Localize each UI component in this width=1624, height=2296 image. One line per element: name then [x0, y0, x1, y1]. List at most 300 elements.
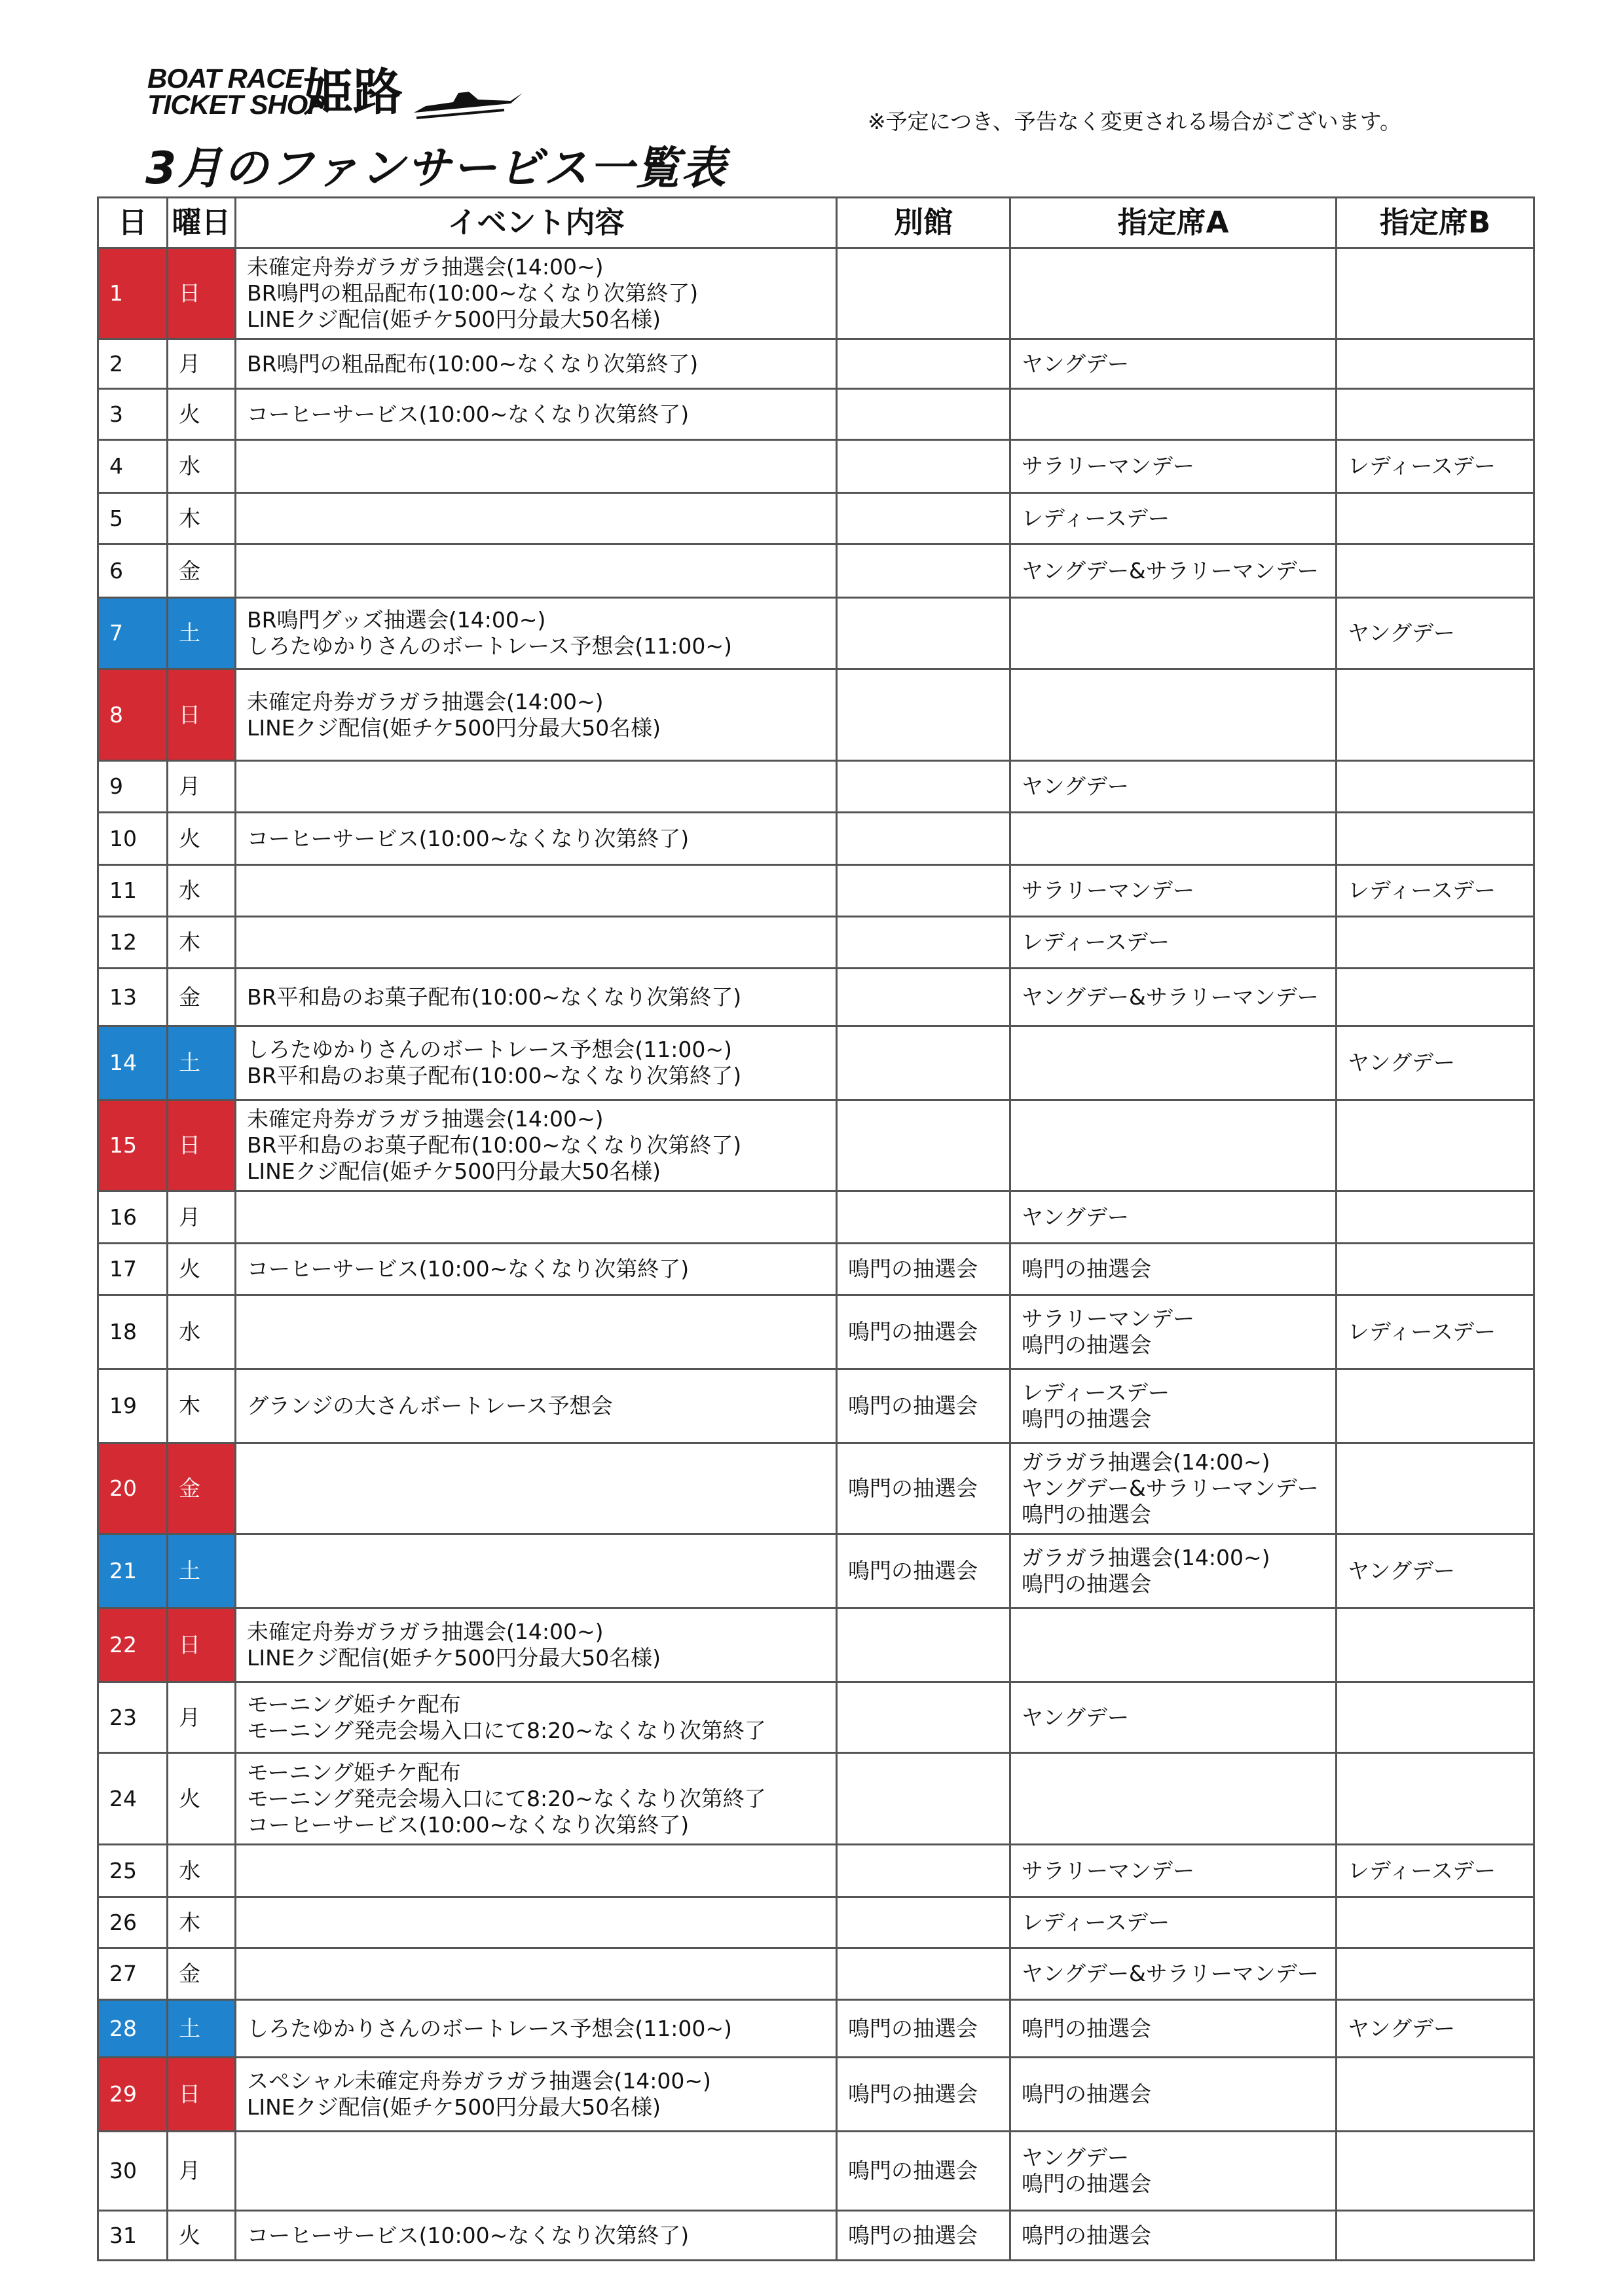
annex-cell: [837, 917, 1010, 969]
event-line: しろたゆかりさんのボートレース予想会(11:00~): [247, 633, 732, 659]
event-cell: [236, 669, 837, 761]
schedule-table: [97, 196, 1535, 2261]
event-line: コーヒーサービス(10:00~なくなり次第終了): [247, 1256, 690, 1282]
annex-cell: [837, 339, 1010, 389]
seatA-cell: [1010, 1534, 1337, 1608]
seatB-cell: [1337, 1369, 1534, 1443]
day-cell: 17: [98, 1244, 168, 1295]
weekday-cell: 月: [168, 1682, 236, 1753]
seatA-cell: [1010, 1100, 1337, 1191]
weekday-cell: 金: [168, 1443, 236, 1534]
seatA-cell: [1010, 1369, 1337, 1443]
table-row: [98, 389, 1534, 440]
seatB-cell: [1337, 2058, 1534, 2132]
table-row: [98, 1100, 1534, 1191]
event-line: 未確定舟券ガラガラ抽選会(14:00~): [247, 688, 604, 714]
table-row: [98, 669, 1534, 761]
day-cell: 29: [98, 2058, 168, 2132]
event-cell: [236, 813, 837, 865]
annex-cell: [837, 2058, 1010, 2132]
seatB-cell: [1337, 2211, 1534, 2261]
seatA-cell: [1010, 598, 1337, 669]
table-row: [98, 2000, 1534, 2058]
weekday-cell: 日: [168, 248, 236, 339]
event-line: 未確定舟券ガラガラ抽選会(14:00~): [247, 1106, 604, 1132]
annex-cell: [837, 865, 1010, 917]
seatB-line: レディースデー: [1348, 1319, 1496, 1344]
annex-line: 鳴門の抽選会: [848, 2222, 978, 2248]
event-cell: [236, 1608, 837, 1682]
annex-cell: [837, 389, 1010, 440]
page-title: 3月のファンサービス一覧表: [145, 143, 727, 194]
seatA-cell: [1010, 1026, 1337, 1100]
table-row: [98, 440, 1534, 493]
table-row: [98, 1026, 1534, 1100]
column-header: 日: [98, 198, 168, 248]
annex-line: 鳴門の抽選会: [848, 1393, 978, 1418]
seatB-cell: [1337, 1295, 1534, 1369]
seatA-line: ガラガラ抽選会(14:00~): [1022, 1449, 1270, 1475]
seatA-line: 鳴門の抽選会: [1022, 2171, 1151, 2196]
annex-cell: [837, 669, 1010, 761]
day-cell: 8: [98, 669, 168, 761]
seatA-cell: [1010, 1191, 1337, 1244]
day-cell: 31: [98, 2211, 168, 2261]
event-line: しろたゆかりさんのボートレース予想会(11:00~): [247, 1037, 732, 1062]
event-cell: [236, 1753, 837, 1845]
weekday-cell: 水: [168, 1845, 236, 1897]
column-header: 指定席B: [1337, 198, 1534, 248]
annex-cell: [837, 1534, 1010, 1608]
seatA-line: ヤングデー&サラリーマンデー: [1022, 984, 1319, 1010]
logo-line1: BOAT RACE: [147, 63, 303, 94]
seatA-line: サラリーマンデー: [1022, 878, 1194, 903]
table-row: [98, 2132, 1534, 2211]
day-cell: 25: [98, 1845, 168, 1897]
seatA-cell: [1010, 1948, 1337, 2000]
table-row: [98, 1608, 1534, 1682]
seatA-cell: [1010, 865, 1337, 917]
table-row: [98, 544, 1534, 598]
seatB-cell: [1337, 389, 1534, 440]
seatA-line: ヤングデー&サラリーマンデー: [1022, 1961, 1319, 1986]
seatB-line: ヤングデー: [1348, 1050, 1456, 1075]
event-cell: [236, 339, 837, 389]
seatA-cell: [1010, 544, 1337, 598]
seatB-cell: [1337, 917, 1534, 969]
event-cell: [236, 1682, 837, 1753]
seatA-line: レディースデー: [1022, 1909, 1170, 1935]
seatB-cell: [1337, 761, 1534, 813]
seatA-line: ヤングデー: [1022, 773, 1130, 799]
annex-cell: [837, 1369, 1010, 1443]
weekday-cell: 火: [168, 1244, 236, 1295]
day-cell: 19: [98, 1369, 168, 1443]
event-cell: [236, 598, 837, 669]
weekday-cell: 金: [168, 544, 236, 598]
seatB-cell: [1337, 1948, 1534, 2000]
seatB-cell: [1337, 1443, 1534, 1534]
seatB-cell: [1337, 813, 1534, 865]
event-line: コーヒーサービス(10:00~なくなり次第終了): [247, 2222, 690, 2248]
event-line: BR鳴門の粗品配布(10:00~なくなり次第終了): [247, 350, 699, 377]
seatB-line: レディースデー: [1348, 878, 1496, 903]
event-cell: [236, 389, 837, 440]
seatA-cell: [1010, 1244, 1337, 1295]
seatA-line: レディースデー: [1022, 505, 1170, 531]
seatA-line: ヤングデー: [1022, 1204, 1130, 1230]
event-cell: [236, 1026, 837, 1100]
annex-cell: [837, 1897, 1010, 1948]
annex-line: 鳴門の抽選会: [848, 1558, 978, 1583]
annex-cell: [837, 969, 1010, 1026]
weekday-cell: 土: [168, 1534, 236, 1608]
seatB-cell: [1337, 2000, 1534, 2058]
seatA-cell: [1010, 2058, 1337, 2132]
day-cell: 21: [98, 1534, 168, 1608]
logo: [147, 65, 527, 124]
event-cell: [236, 248, 837, 339]
seatB-line: レディースデー: [1348, 453, 1496, 479]
table-row: [98, 1534, 1534, 1608]
event-line: コーヒーサービス(10:00~なくなり次第終了): [247, 1811, 690, 1838]
seatB-line: ヤングデー: [1348, 620, 1456, 646]
weekday-cell: 火: [168, 389, 236, 440]
annex-cell: [837, 2132, 1010, 2211]
seatA-cell: [1010, 2000, 1337, 2058]
seatB-cell: [1337, 1100, 1534, 1191]
seatB-cell: [1337, 1244, 1534, 1295]
seatA-line: ヤングデー: [1022, 350, 1130, 377]
event-cell: [236, 493, 837, 544]
event-cell: [236, 2211, 837, 2261]
weekday-cell: 月: [168, 339, 236, 389]
weekday-cell: 木: [168, 493, 236, 544]
annex-cell: [837, 248, 1010, 339]
seatA-line: ヤングデー&サラリーマンデー: [1022, 557, 1319, 583]
day-cell: 23: [98, 1682, 168, 1753]
seatB-cell: [1337, 248, 1534, 339]
event-cell: [236, 2132, 837, 2211]
seatB-cell: [1337, 1682, 1534, 1753]
table-row: [98, 969, 1534, 1026]
table-row: [98, 865, 1534, 917]
seatB-cell: [1337, 493, 1534, 544]
event-cell: [236, 1191, 837, 1244]
event-cell: [236, 544, 837, 598]
table-row: [98, 598, 1534, 669]
weekday-cell: 火: [168, 813, 236, 865]
annex-cell: [837, 1845, 1010, 1897]
table-row: [98, 1948, 1534, 2000]
seatA-line: サラリーマンデー: [1022, 1857, 1194, 1883]
event-line: しろたゆかりさんのボートレース予想会(11:00~): [247, 2015, 732, 2041]
event-line: モーニング姫チケ配布: [247, 1691, 461, 1717]
table-row: [98, 1897, 1534, 1948]
weekday-cell: 火: [168, 1753, 236, 1845]
column-header: 指定席A: [1010, 198, 1337, 248]
seatA-line: 鳴門の抽選会: [1022, 1406, 1151, 1432]
seatA-line: ヤングデー&サラリーマンデー: [1022, 1475, 1319, 1501]
annex-cell: [837, 493, 1010, 544]
seatB-cell: [1337, 1534, 1534, 1608]
seatA-cell: [1010, 1608, 1337, 1682]
seatB-cell: [1337, 1026, 1534, 1100]
event-line: コーヒーサービス(10:00~なくなり次第終了): [247, 401, 690, 427]
event-cell: [236, 1100, 837, 1191]
annex-cell: [837, 1295, 1010, 1369]
table-row: [98, 1191, 1534, 1244]
seatB-cell: [1337, 1608, 1534, 1682]
event-cell: [236, 1845, 837, 1897]
seatA-line: 鳴門の抽選会: [1022, 2222, 1151, 2248]
annex-cell: [837, 2211, 1010, 2261]
event-cell: [236, 1534, 837, 1608]
table-row: [98, 813, 1534, 865]
table-row: [98, 1295, 1534, 1369]
day-cell: 16: [98, 1191, 168, 1244]
column-header: イベント内容: [236, 198, 837, 248]
annex-cell: [837, 813, 1010, 865]
table-row: [98, 248, 1534, 339]
seatA-cell: [1010, 1845, 1337, 1897]
day-cell: 4: [98, 440, 168, 493]
event-line: 未確定舟券ガラガラ抽選会(14:00~): [247, 1619, 604, 1644]
day-cell: 26: [98, 1897, 168, 1948]
day-cell: 22: [98, 1608, 168, 1682]
seatA-cell: [1010, 248, 1337, 339]
seatB-line: ヤングデー: [1348, 1558, 1456, 1583]
table-row: [98, 2058, 1534, 2132]
annex-cell: [837, 761, 1010, 813]
annex-cell: [837, 1191, 1010, 1244]
event-line: LINEクジ配信(姫チケ500円分最大50名様): [247, 1158, 661, 1184]
event-line: コーヒーサービス(10:00~なくなり次第終了): [247, 825, 690, 851]
event-cell: [236, 2000, 837, 2058]
seatA-cell: [1010, 2211, 1337, 2261]
event-line: BR平和島のお菓子配布(10:00~なくなり次第終了): [247, 984, 742, 1010]
column-header: 曜日: [168, 198, 236, 248]
annex-cell: [837, 440, 1010, 493]
annex-cell: [837, 544, 1010, 598]
event-cell: [236, 917, 837, 969]
seatB-cell: [1337, 1753, 1534, 1845]
event-cell: [236, 1897, 837, 1948]
annex-line: 鳴門の抽選会: [848, 2158, 978, 2183]
column-header: 別館: [837, 198, 1010, 248]
weekday-cell: 日: [168, 669, 236, 761]
event-cell: [236, 761, 837, 813]
day-cell: 1: [98, 248, 168, 339]
day-cell: 2: [98, 339, 168, 389]
seatA-line: サラリーマンデー: [1022, 1306, 1194, 1331]
seatB-cell: [1337, 1191, 1534, 1244]
table-row: [98, 1753, 1534, 1845]
seatA-cell: [1010, 1897, 1337, 1948]
seatA-line: レディースデー: [1022, 929, 1170, 955]
logo-text: [147, 65, 325, 118]
event-cell: [236, 1948, 837, 2000]
event-line: BR鳴門グッズ抽選会(14:00~): [247, 607, 546, 633]
event-line: LINEクジ配信(姫チケ500円分最大50名様): [247, 306, 661, 332]
annex-line: 鳴門の抽選会: [848, 1319, 978, 1344]
seatA-cell: [1010, 493, 1337, 544]
day-cell: 14: [98, 1026, 168, 1100]
table-row: [98, 761, 1534, 813]
event-cell: [236, 1369, 837, 1443]
seatA-line: ガラガラ抽選会(14:00~): [1022, 1545, 1270, 1570]
boat-icon: [413, 84, 524, 123]
annex-cell: [837, 1026, 1010, 1100]
seatB-cell: [1337, 969, 1534, 1026]
table-row: [98, 1682, 1534, 1753]
table-row: [98, 1244, 1534, 1295]
seatB-cell: [1337, 1897, 1534, 1948]
seatA-line: 鳴門の抽選会: [1022, 2015, 1151, 2041]
weekday-cell: 水: [168, 440, 236, 493]
seatB-cell: [1337, 2132, 1534, 2211]
seatA-cell: [1010, 1753, 1337, 1845]
annex-cell: [837, 1753, 1010, 1845]
weekday-cell: 木: [168, 1369, 236, 1443]
day-cell: 18: [98, 1295, 168, 1369]
event-line: グランジの大さんボートレース予想会: [247, 1393, 613, 1418]
seatA-line: 鳴門の抽選会: [1022, 1502, 1151, 1527]
seatB-line: ヤングデー: [1348, 2015, 1456, 2041]
table-row: [98, 2211, 1534, 2261]
weekday-cell: 金: [168, 1948, 236, 2000]
notice-text: ※予定につき、予告なく変更される場合がございます。: [868, 109, 1402, 134]
event-cell: [236, 969, 837, 1026]
day-cell: 6: [98, 544, 168, 598]
annex-line: 鳴門の抽選会: [848, 2081, 978, 2107]
seatA-line: 鳴門の抽選会: [1022, 1256, 1151, 1282]
annex-cell: [837, 1100, 1010, 1191]
seatB-cell: [1337, 865, 1534, 917]
weekday-cell: 月: [168, 2132, 236, 2211]
day-cell: 15: [98, 1100, 168, 1191]
event-cell: [236, 1244, 837, 1295]
day-cell: 20: [98, 1443, 168, 1534]
event-cell: [236, 865, 837, 917]
weekday-cell: 日: [168, 2058, 236, 2132]
seatB-line: レディースデー: [1348, 1857, 1496, 1883]
annex-cell: [837, 1443, 1010, 1534]
seatB-cell: [1337, 544, 1534, 598]
weekday-cell: 水: [168, 1295, 236, 1369]
seatA-cell: [1010, 669, 1337, 761]
event-line: 未確定舟券ガラガラ抽選会(14:00~): [247, 254, 604, 280]
seatA-cell: [1010, 389, 1337, 440]
seatA-cell: [1010, 440, 1337, 493]
event-line: モーニング姫チケ配布: [247, 1759, 461, 1785]
seatA-line: ヤングデー: [1022, 2145, 1130, 2170]
weekday-cell: 土: [168, 1026, 236, 1100]
annex-cell: [837, 1948, 1010, 2000]
seatA-cell: [1010, 339, 1337, 389]
weekday-cell: 日: [168, 1100, 236, 1191]
event-line: LINEクジ配信(姫チケ500円分最大50名様): [247, 714, 661, 741]
event-line: LINEクジ配信(姫チケ500円分最大50名様): [247, 2094, 661, 2120]
weekday-cell: 月: [168, 1191, 236, 1244]
annex-cell: [837, 2000, 1010, 2058]
seatA-line: 鳴門の抽選会: [1022, 1332, 1151, 1358]
annex-cell: [837, 1608, 1010, 1682]
day-cell: 11: [98, 865, 168, 917]
event-cell: [236, 1295, 837, 1369]
event-line: モーニング発売会場入口にて8:20~なくなり次第終了: [247, 1785, 766, 1811]
annex-cell: [837, 1244, 1010, 1295]
seatA-cell: [1010, 1443, 1337, 1534]
day-cell: 27: [98, 1948, 168, 2000]
weekday-cell: 月: [168, 761, 236, 813]
event-line: BR平和島のお菓子配布(10:00~なくなり次第終了): [247, 1132, 742, 1158]
table-row: [98, 917, 1534, 969]
seatA-cell: [1010, 761, 1337, 813]
seatA-cell: [1010, 969, 1337, 1026]
day-cell: 24: [98, 1753, 168, 1845]
annex-cell: [837, 1682, 1010, 1753]
annex-line: 鳴門の抽選会: [848, 2015, 978, 2041]
seatA-cell: [1010, 1682, 1337, 1753]
table-row: [98, 339, 1534, 389]
day-cell: 7: [98, 598, 168, 669]
weekday-cell: 土: [168, 598, 236, 669]
event-line: BR鳴門の粗品配布(10:00~なくなり次第終了): [247, 280, 699, 306]
day-cell: 30: [98, 2132, 168, 2211]
seatB-cell: [1337, 440, 1534, 493]
event-line: モーニング発売会場入口にて8:20~なくなり次第終了: [247, 1717, 766, 1743]
seatA-line: 鳴門の抽選会: [1022, 1571, 1151, 1597]
weekday-cell: 木: [168, 1897, 236, 1948]
seatA-line: サラリーマンデー: [1022, 453, 1194, 479]
event-cell: [236, 440, 837, 493]
seatA-line: ヤングデー: [1022, 1704, 1130, 1730]
table-row: [98, 493, 1534, 544]
annex-line: 鳴門の抽選会: [848, 1475, 978, 1501]
seatA-line: 鳴門の抽選会: [1022, 2081, 1151, 2107]
seatA-cell: [1010, 917, 1337, 969]
seatA-line: レディースデー: [1022, 1380, 1170, 1405]
seatA-cell: [1010, 1295, 1337, 1369]
event-cell: [236, 2058, 837, 2132]
seatA-cell: [1010, 813, 1337, 865]
day-cell: 5: [98, 493, 168, 544]
seatB-cell: [1337, 598, 1534, 669]
table-row: [98, 1845, 1534, 1897]
weekday-cell: 水: [168, 865, 236, 917]
event-line: スペシャル未確定舟券ガラガラ抽選会(14:00~): [247, 2068, 711, 2094]
seatB-cell: [1337, 339, 1534, 389]
seatB-cell: [1337, 669, 1534, 761]
table-row: [98, 1443, 1534, 1534]
event-line: BR平和島のお菓子配布(10:00~なくなり次第終了): [247, 1063, 742, 1088]
annex-line: 鳴門の抽選会: [848, 1256, 978, 1282]
logo-city: 姫路: [303, 63, 403, 121]
event-cell: [236, 1443, 837, 1534]
weekday-cell: 土: [168, 2000, 236, 2058]
day-cell: 12: [98, 917, 168, 969]
logo-line2: TICKET SHOP: [147, 89, 325, 120]
day-cell: 3: [98, 389, 168, 440]
annex-cell: [837, 598, 1010, 669]
seatB-cell: [1337, 1845, 1534, 1897]
event-line: LINEクジ配信(姫チケ500円分最大50名様): [247, 1645, 661, 1671]
day-cell: 9: [98, 761, 168, 813]
table-header-row: [98, 198, 1534, 248]
seatA-cell: [1010, 2132, 1337, 2211]
day-cell: 28: [98, 2000, 168, 2058]
